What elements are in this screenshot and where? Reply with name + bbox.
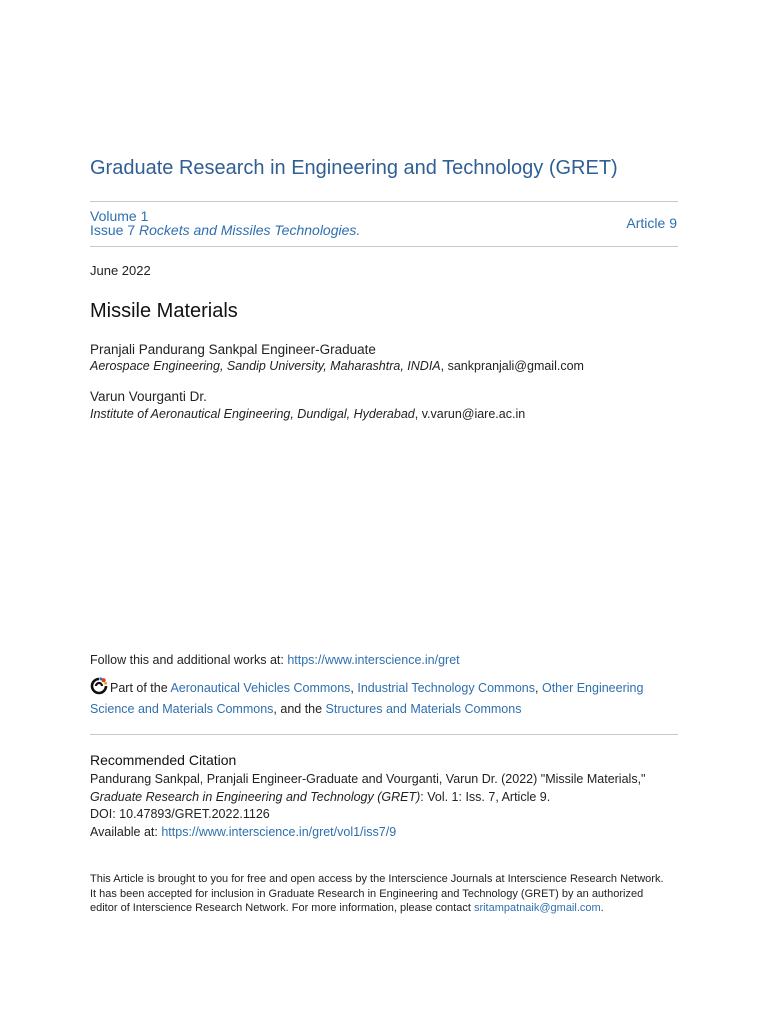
- contact-email-link[interactable]: sritampatnaik@gmail.com: [473, 902, 601, 914]
- access-notice: [90, 872, 670, 916]
- citation-available: [90, 824, 690, 842]
- divider-citation: [90, 734, 678, 735]
- author-name: Pranjali Pandurang Sankpal Engineer-Graduate: [90, 342, 376, 357]
- part-of-prefix: Part of the: [110, 681, 171, 695]
- follow-line: [90, 653, 460, 667]
- commons-logo-icon: [90, 677, 108, 695]
- comma-separator: ,: [535, 681, 542, 695]
- divider-top: [90, 201, 678, 202]
- notice-end: .: [600, 902, 604, 914]
- commons-link-other-engineering[interactable]: Other Engineering Science and Materials Commons: [90, 681, 644, 716]
- author-email: sankpranjali@gmail.com: [447, 359, 584, 373]
- commons-link-structures[interactable]: Structures and Materials Commons: [325, 702, 522, 716]
- article-link[interactable]: Article 9: [626, 215, 677, 231]
- publication-date: June 2022: [90, 263, 151, 278]
- notice-text: This Article is brought to you for free and open access by the Interscience Journals at Interscience Research Network. It has been accepted for inclusion in Graduate Research in Engineering and Technology (GRET) by an authorized editor of Interscience Research Network. For more information, please contact: [90, 873, 664, 914]
- journal-title[interactable]: Graduate Research in Engineering and Technology (GRET): [90, 157, 618, 179]
- citation-block: [90, 771, 690, 841]
- citation-source: [90, 789, 690, 807]
- article-title: Missile Materials: [90, 300, 238, 322]
- available-label: Available at:: [90, 824, 162, 839]
- affiliation-text: Institute of Aeronautical Engineering, Dundigal, Hyderabad: [90, 407, 415, 421]
- citation-heading: Recommended Citation: [90, 752, 237, 768]
- citation-doi: DOI: 10.47893/GRET.2022.1126: [90, 807, 270, 821]
- volume-link[interactable]: Volume 1: [90, 208, 149, 224]
- affiliation-text: Aerospace Engineering, Sandip University, Maharashtra, INDIA: [90, 359, 441, 373]
- divider-bottom: [90, 246, 678, 247]
- issue-number: Issue 7: [90, 222, 136, 238]
- follow-link[interactable]: https://www.interscience.in/gret: [287, 653, 460, 667]
- author-email: v.varun@iare.ac.in: [421, 407, 526, 421]
- author-name: Varun Vourganti Dr.: [90, 389, 207, 404]
- issue-name: Rockets and Missiles Technologies.: [139, 222, 361, 238]
- author-affiliation: Aerospace Engineering, Sandip University, Maharashtra, INDIA, sankpranjali@gmail.com: [90, 359, 584, 373]
- author-affiliation: Institute of Aeronautical Engineering, Dundigal, Hyderabad, v.varun@iare.ac.in: [90, 407, 526, 421]
- citation-authors: Pandurang Sankpal, Pranjali Engineer-Graduate and Vourganti, Varun Dr. (2022) "Missile Materials,": [90, 772, 646, 786]
- commons-link-aeronautical[interactable]: Aeronautical Vehicles Commons: [170, 681, 351, 695]
- follow-label: Follow this and additional works at:: [90, 653, 288, 667]
- and-the-text: , and the: [273, 702, 326, 716]
- comma-separator: ,: [350, 681, 358, 695]
- commons-link-industrial[interactable]: Industrial Technology Commons: [357, 681, 536, 695]
- citation-volume: : Vol. 1: Iss. 7, Article 9.: [420, 789, 551, 804]
- citation-journal: Graduate Research in Engineering and Technology (GRET): [90, 789, 421, 804]
- issue-link[interactable]: [90, 223, 360, 237]
- available-link[interactable]: https://www.interscience.in/gret/vol1/iss7/9: [161, 824, 397, 839]
- part-of-commons: [90, 677, 680, 720]
